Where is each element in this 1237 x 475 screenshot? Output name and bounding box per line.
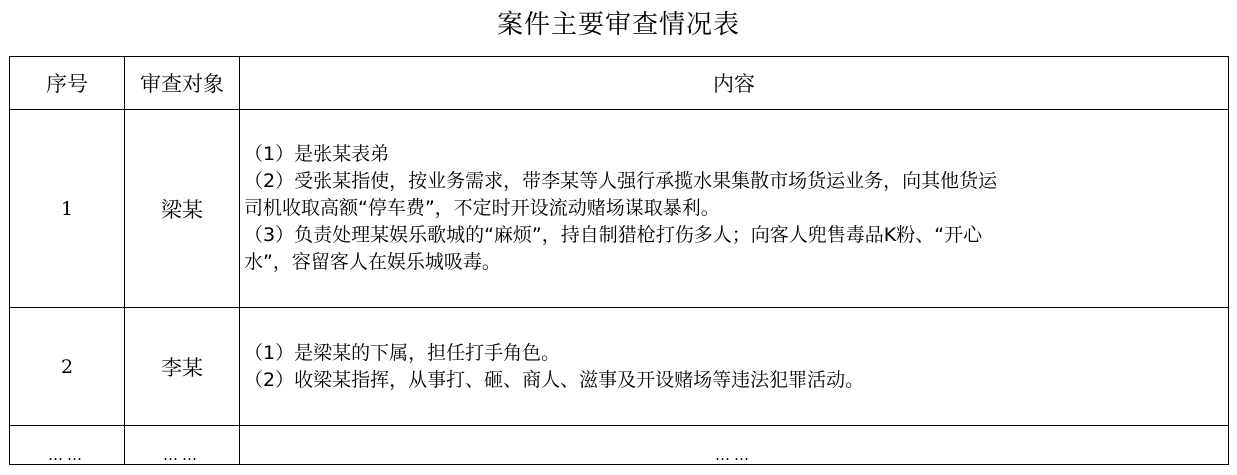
row-subject: 李某 <box>125 308 240 426</box>
row-subject-ellipsis: …… <box>125 426 240 465</box>
review-table <box>9 56 1229 465</box>
content-line: 水”，容留客人在娱乐城吸毒。 <box>244 251 501 273</box>
header-index: 序号 <box>10 57 125 110</box>
table-row-ellipsis <box>10 426 1229 465</box>
table-row <box>10 308 1229 426</box>
content-line: （3）负责处理某娱乐歌城的“麻烦”，持自制猎枪打伤多人；向客人兜售毒品K粉、“开心 <box>244 224 983 246</box>
header-subject: 审查对象 <box>125 57 240 110</box>
row-subject: 梁某 <box>125 110 240 308</box>
content-line: （2）收梁某指挥，从事打、砸、商人、滋事及开设赌场等违法犯罪活动。 <box>244 368 865 391</box>
content-line: （1）是张某表弟 <box>244 143 390 165</box>
row-index-ellipsis: …… <box>10 426 125 465</box>
row-index: 2 <box>10 308 125 426</box>
row-content <box>240 308 1229 426</box>
row-index: 1 <box>10 110 125 308</box>
table-header-row <box>10 57 1229 110</box>
header-content: 内容 <box>240 57 1229 110</box>
table-row <box>10 110 1229 308</box>
row-content <box>240 110 1229 308</box>
content-line: （2）受张某指使，按业务需求，带李某等人强行承揽水果集散市场货运业务，向其他货运 <box>244 170 998 192</box>
table-title: 案件主要审查情况表 <box>496 10 740 40</box>
content-line: 司机收取高额“停车费”，不定时开设流动赌场谋取暴利。 <box>244 197 720 219</box>
content-line: （1）是梁某的下属，担任打手角色。 <box>244 341 561 364</box>
row-content-ellipsis: …… <box>240 426 1229 465</box>
